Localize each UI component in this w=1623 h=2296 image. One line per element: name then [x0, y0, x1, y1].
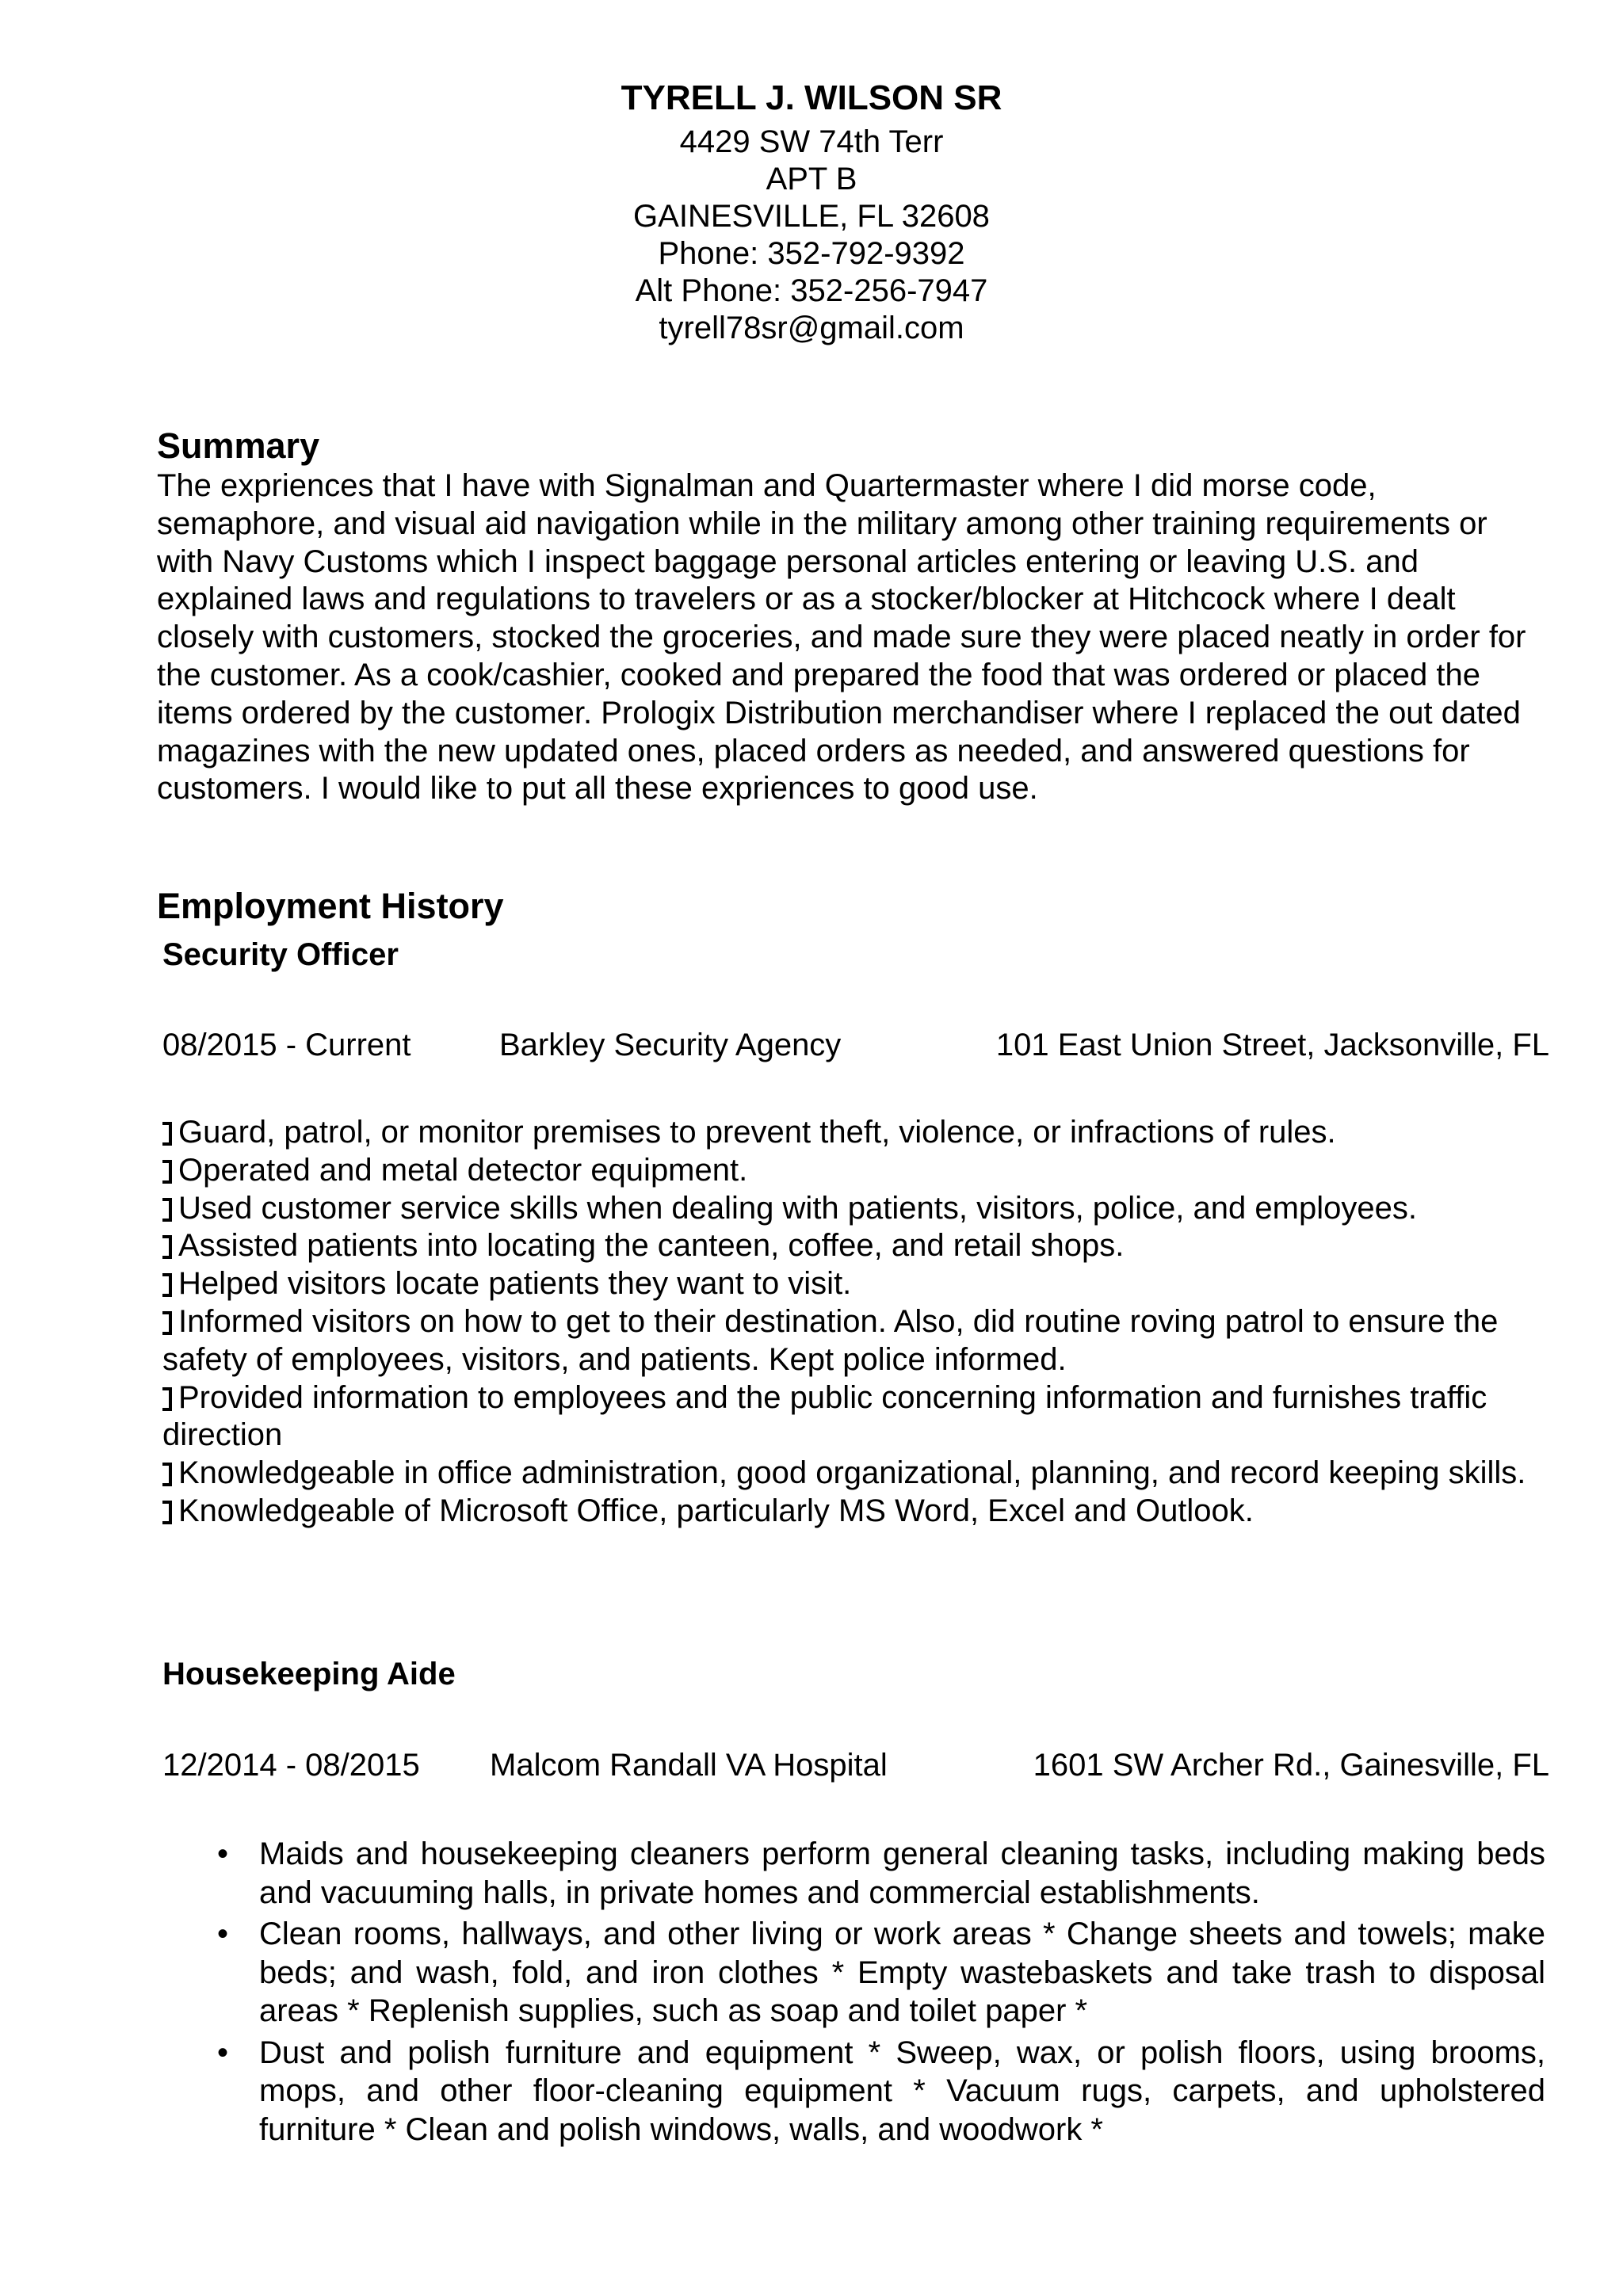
- bracket-bullet-icon: [162, 1122, 172, 1146]
- bullet-dot-icon: •: [217, 1836, 229, 1871]
- job-location: 101 East Union Street, Jacksonville, FL: [995, 1028, 1549, 1062]
- job-title-housekeeping-aide: Housekeeping Aide: [162, 1657, 456, 1691]
- summary-heading: Summary: [157, 425, 320, 466]
- address-line-1: 4429 SW 74th Terr: [679, 124, 944, 159]
- list-item: • Dust and polish furniture and equipment * Sweep, wax, or polish floors, using brooms, mops, and other floor-cleaning equipment * Vacuum rugs, carpets, and upholstered furniture * Clean and polish windows, walls, and woodwork *: [217, 2035, 1545, 2147]
- list-item: Assisted patients into locating the canteen, coffee, and retail shops.: [162, 1227, 1557, 1265]
- bracket-bullet-icon: [162, 1501, 172, 1524]
- list-item: Guard, patrol, or monitor premises to prevent theft, violence, or infractions of rules.: [162, 1114, 1557, 1152]
- job-location: 1601 SW Archer Rd., Gainesville, FL: [1033, 1748, 1549, 1783]
- list-item: Helped visitors locate patients they want to visit.: [162, 1265, 1557, 1303]
- bracket-bullet-icon: [162, 1273, 172, 1297]
- bracket-bullet-icon: [162, 1387, 172, 1411]
- bullet-dot-icon: •: [217, 2035, 229, 2070]
- job-info-security-officer: [162, 1026, 1549, 1064]
- list-item: Used customer service skills when dealing with patients, visitors, police, and employees.: [162, 1190, 1557, 1228]
- job-dates: 08/2015 - Current: [162, 1028, 411, 1062]
- list-item: Knowledgeable in office administration, good organizational, planning, and record keeping skills.: [162, 1455, 1557, 1493]
- contact-header: [0, 78, 1623, 347]
- bracket-bullet-icon: [162, 1311, 172, 1335]
- bracket-bullet-icon: [162, 1463, 172, 1486]
- list-item: • Maids and housekeeping cleaners perform general cleaning tasks, including making beds and vacuuming halls, in private homes and commercial establishments.: [217, 1836, 1545, 1910]
- job-info-housekeeping-aide: [162, 1746, 1549, 1784]
- job-dates: 12/2014 - 08/2015: [162, 1748, 420, 1783]
- list-item: Provided information to employees and the public concerning information and furnishes traffic direction: [162, 1379, 1487, 1453]
- housekeeping-aide-duties: [214, 1835, 1545, 2152]
- city-state-zip: GAINESVILLE, FL 32608: [633, 199, 990, 234]
- phone: Phone: 352-792-9392: [658, 236, 965, 271]
- job-employer: Barkley Security Agency: [499, 1028, 842, 1062]
- bracket-bullet-icon: [162, 1235, 172, 1259]
- bracket-bullet-icon: [162, 1198, 172, 1222]
- job-title-security-officer: Security Officer: [162, 937, 399, 972]
- employment-history-heading: Employment History: [157, 886, 504, 926]
- summary-text: The expriences that I have with Signalman and Quartermaster where I did morse code, semaphore, and visual aid navigation while in the military among other training requirements or with Navy Customs which I inspect baggage personal articles entering or leaving U.S. and explained laws and regulations to travelers or as a stocker/blocker at Hitchcock where I dealt closely with customers, stocked the groceries, and made sure they were placed neatly in order for the customer. As a cook/cashier, cooked and prepared the food that was ordered or placed the items ordered by the customer. Prologix Distribution merchandiser where I replaced the out dated magazines with the new updated ones, placed orders as needed, and answered questions for customers. I would like to put all these expriences to good use.: [157, 468, 1526, 807]
- email: tyrell78sr@gmail.com: [659, 311, 964, 345]
- job-employer: Malcom Randall VA Hospital: [490, 1748, 888, 1783]
- list-item: Operated and metal detector equipment.: [162, 1152, 1557, 1190]
- alt-phone: Alt Phone: 352-256-7947: [635, 273, 988, 308]
- bracket-bullet-icon: [162, 1160, 172, 1184]
- list-item: • Clean rooms, hallways, and other living or work areas * Change sheets and towels; make beds; and wash, fold, and iron clothes * Empty wastebaskets and take trash to disposal areas * Replenish supplies, such as soap and toilet paper *: [217, 1917, 1545, 2028]
- list-item: Knowledgeable of Microsoft Office, particularly MS Word, Excel and Outlook.: [162, 1493, 1557, 1531]
- security-officer-duties: [162, 1114, 1557, 1531]
- address-line-2: APT B: [766, 162, 857, 196]
- applicant-name: TYRELL J. WILSON SR: [621, 78, 1002, 117]
- bullet-dot-icon: •: [217, 1917, 229, 1951]
- list-item: Informed visitors on how to get to their destination. Also, did routine roving patrol to ensure the safety of employees, visitors, and patients. Kept police informed.: [162, 1303, 1499, 1377]
